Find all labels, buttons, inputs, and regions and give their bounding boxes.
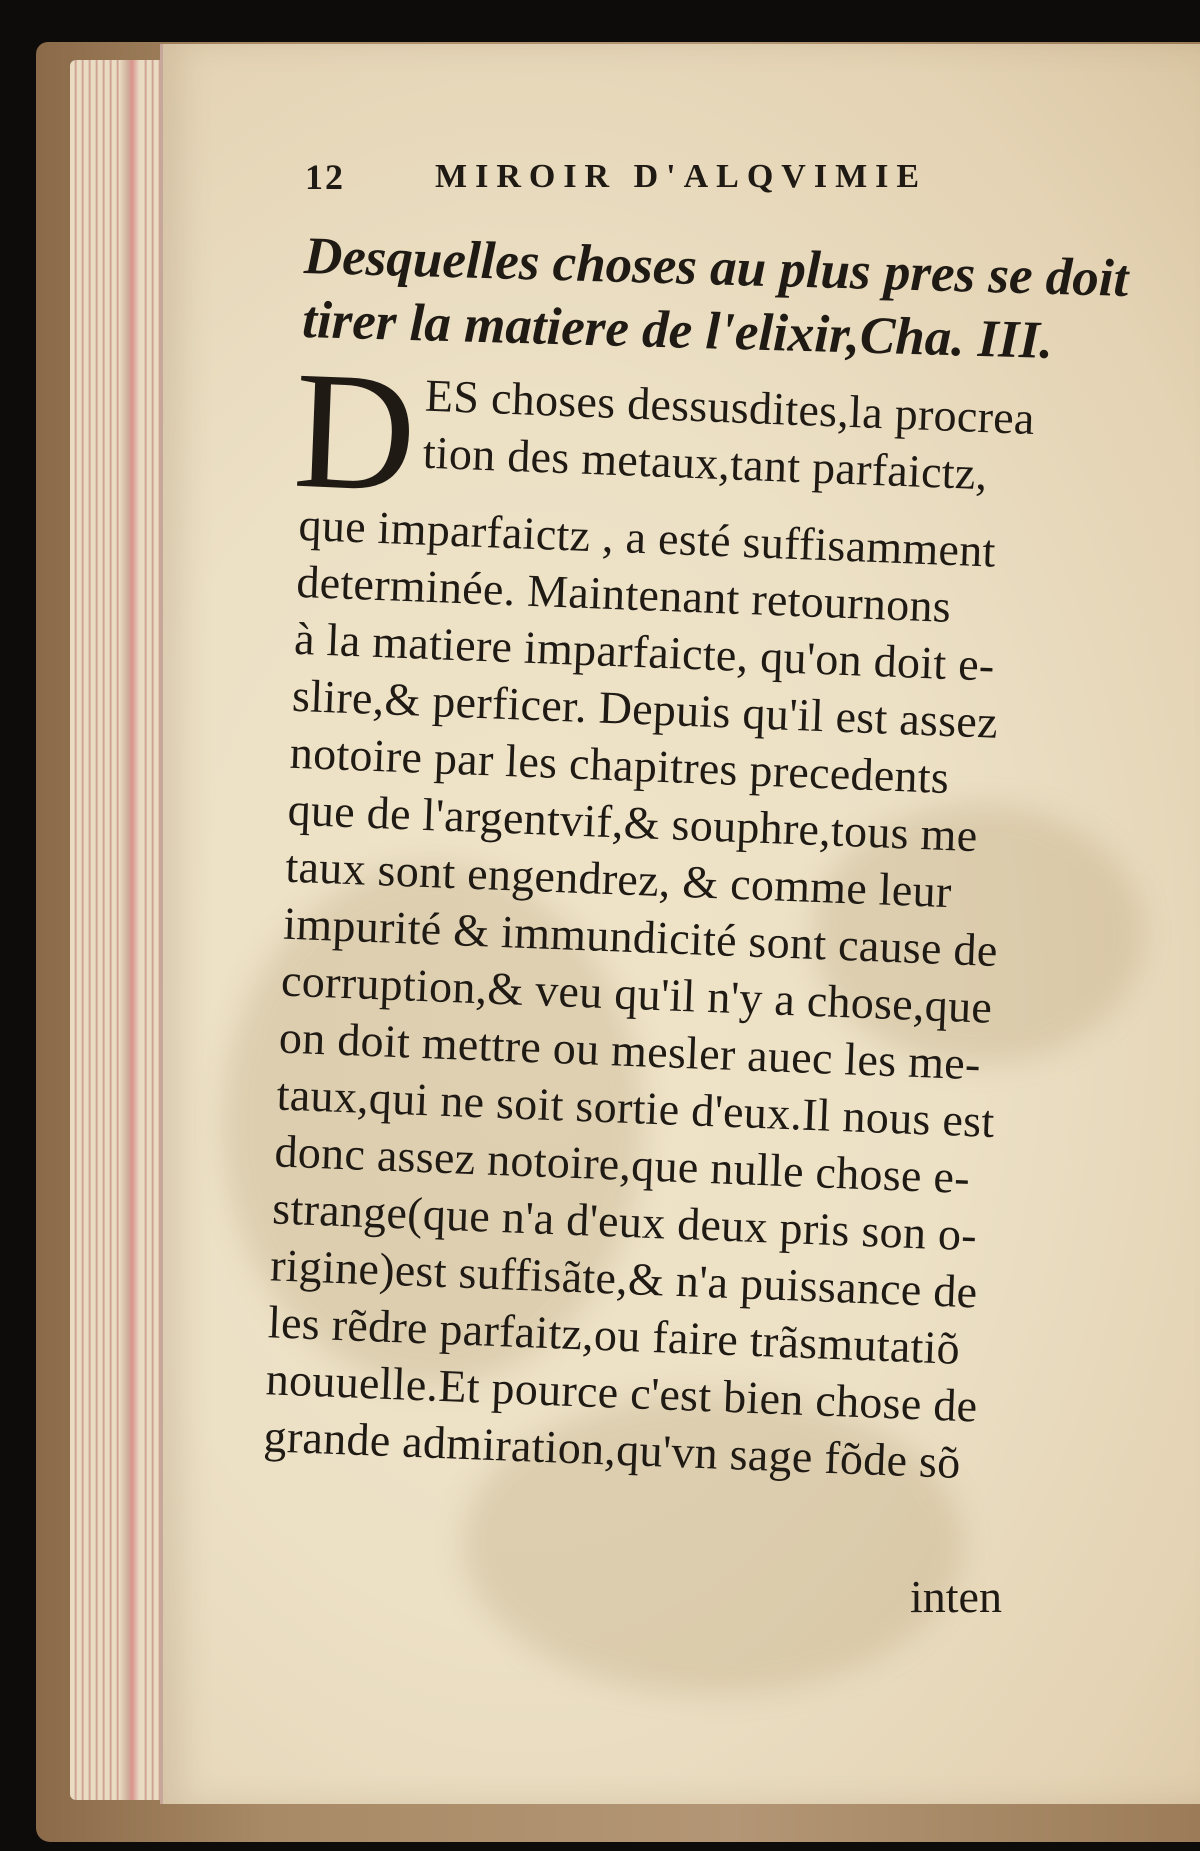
red-edge bbox=[120, 60, 140, 1800]
text-line: les rẽdre parfaitz,ou faire trãsmutatiõ bbox=[267, 1296, 962, 1374]
text-line: notoire par les chapitres precedents bbox=[289, 726, 951, 804]
text-line: ES choses dessusdites,la procrea bbox=[424, 369, 1036, 445]
text-line: on doit mettre ou mesler auec les me- bbox=[278, 1011, 982, 1090]
text-line: tion des metaux,tant parfaictz, bbox=[421, 426, 989, 500]
drop-cap: D bbox=[290, 336, 420, 528]
text-line: que imparfaictz , a esté suffisamment bbox=[297, 498, 997, 577]
text-line: corruption,& veu qu'il n'y a chose,que bbox=[280, 954, 994, 1033]
heading-line: tirer la matiere de l'elixir,Cha. III. bbox=[301, 290, 1054, 370]
text-line: rigine)est suffisãte,& n'a puissance de bbox=[269, 1239, 979, 1318]
text-block bbox=[262, 150, 1130, 1488]
text-line: taux,qui ne soit sortie d'eux.Il nous est bbox=[275, 1068, 996, 1148]
running-title: MIROIR D'ALQVIMIE bbox=[435, 158, 928, 195]
text-line: nouuelle.Et pource c'est bien chose de bbox=[264, 1353, 979, 1432]
page-number: 12 bbox=[305, 157, 345, 197]
text-line: à la matiere imparfaicte, qu'on doit e- bbox=[293, 612, 996, 691]
catchword: inten bbox=[910, 1571, 1002, 1622]
heading-line: Desquelles choses au plus pres se doit bbox=[303, 226, 1130, 308]
text-line: grande admiration,qu'vn sage fõde sõ bbox=[262, 1410, 962, 1488]
text-line: que de l'argentvif,& souphre,tous me bbox=[286, 783, 979, 862]
text-line: impurité & immundicité sont cause de bbox=[282, 897, 999, 977]
chapter-heading bbox=[301, 224, 1130, 374]
page-header bbox=[305, 150, 1105, 220]
text-line: donc assez notoire,que nulle chose e- bbox=[273, 1125, 971, 1204]
body-text bbox=[262, 336, 1105, 1495]
text-line: slire,& perficer. Depuis qu'il est assez bbox=[291, 669, 999, 748]
text-line: determinée. Maintenant retournons bbox=[295, 555, 953, 632]
text-line: taux sont engendrez, & comme leur bbox=[284, 840, 953, 918]
text-line: strange(que n'a d'eux deux pris son o- bbox=[271, 1182, 978, 1261]
